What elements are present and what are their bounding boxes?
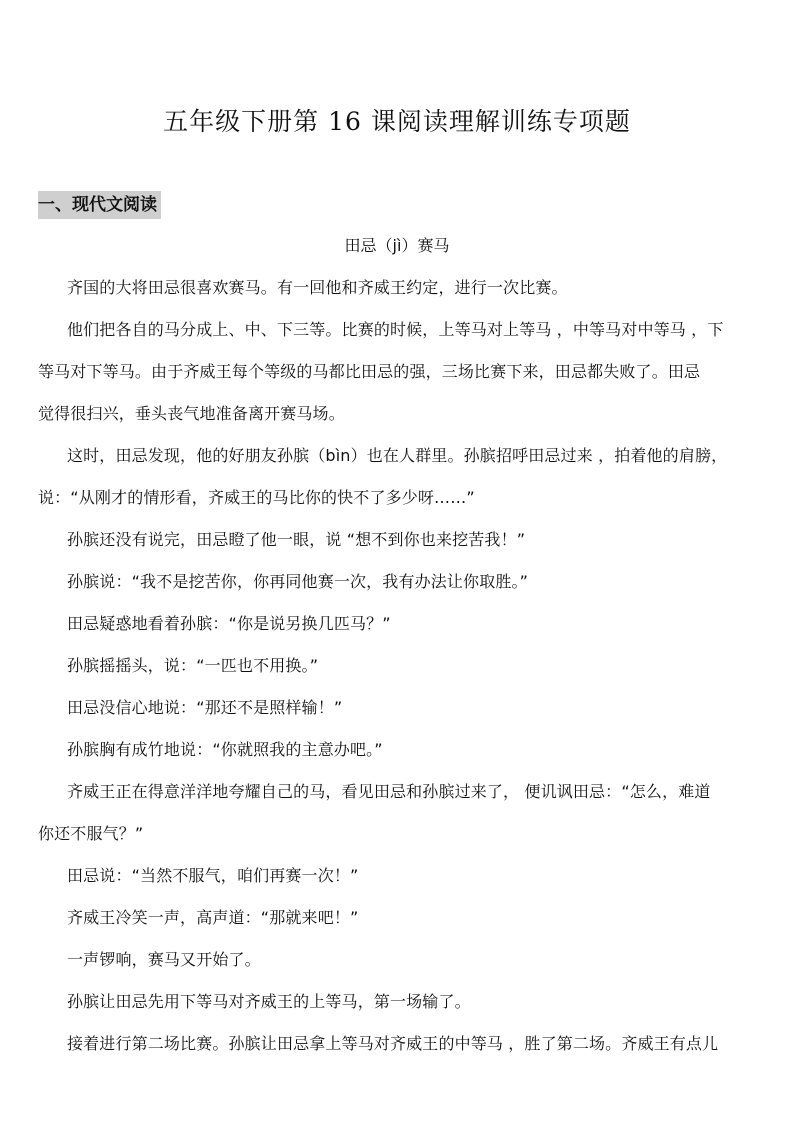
story-line: 一声锣响，赛马又开始了。 <box>67 950 261 969</box>
story-line: 齐威王冷笑一声，高声道：“那就来吧！” <box>67 908 359 927</box>
story-line: 孙膑让田忌先用下等马对齐威王的上等马，第一场输了。 <box>67 992 471 1011</box>
story-line: 田忌疑惑地看着孙膑：“你是说另换几匹马？” <box>67 614 391 633</box>
story-line: 田忌没信心地说：“那还不是照样输！” <box>67 698 343 717</box>
story-line: 他们把各自的马分成上、中、下三等。比赛的时候，上等马对上等马 ，中等马对中等马 ，下 <box>67 320 724 339</box>
story-title: 田忌（jì）赛马 <box>344 236 450 255</box>
story-line: 接着进行第二场比赛。孙膑让田忌拿上等马对齐威王的中等马 ，胜了第二场。齐威王有点儿 <box>67 1034 719 1053</box>
story-line: 孙膑说：“我不是挖苦你，你再同他赛一次，我有办法让你取胜。” <box>67 572 529 591</box>
section-heading: 一、现代文阅读 <box>38 191 161 219</box>
story-line: 孙膑摇摇头，说：“一匹也不用换。” <box>67 656 319 675</box>
story-line: 觉得很扫兴，垂头丧气地准备离开赛马场。 <box>38 404 345 423</box>
story-line: 齐国的大将田忌很喜欢赛马。有一回他和齐威王约定，进行一次比赛。 <box>67 278 568 297</box>
story-line: 孙膑还没有说完，田忌瞪了他一眼，说 “想不到你也来挖苦我！” <box>67 530 526 549</box>
story-line: 孙膑胸有成竹地说：“你就照我的主意办吧。” <box>67 740 383 759</box>
story-line: 田忌说：“当然不服气，咱们再赛一次！” <box>67 866 359 885</box>
story-line: 说：“从刚才的情形看，齐威王的马比你的快不了多少呀……” <box>38 488 475 507</box>
document-title: 五年级下册第 16 课阅读理解训练专项题 <box>163 107 631 136</box>
story-line: 等马对下等马。由于齐威王每个等级的马都比田忌的强，三场比赛下来，田忌都失败了。田忌 <box>38 362 701 381</box>
story-line: 你还不服气？” <box>38 824 144 843</box>
story-line: 这时，田忌发现，他的好朋友孙膑（bìn）也在人群里。孙膑招呼田忌过来 ，拍着他的肩膀， <box>67 446 728 465</box>
story-line: 齐威王正在得意洋洋地夸耀自己的马，看见田忌和孙膑过来了， 便讥讽田忌：“怎么，难道 <box>67 782 711 801</box>
